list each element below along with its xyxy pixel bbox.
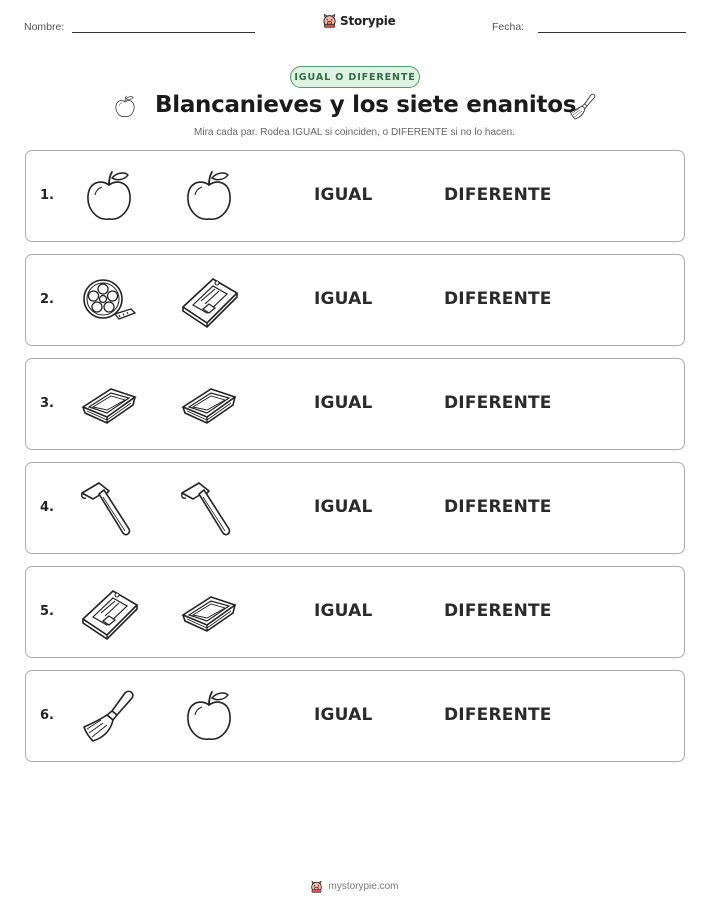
option-diferente[interactable]: DIFERENTE xyxy=(444,705,552,725)
tray-icon xyxy=(179,583,239,643)
option-diferente[interactable]: DIFERENTE xyxy=(444,393,552,413)
brush-icon xyxy=(79,687,139,747)
row-number: 2. xyxy=(40,292,54,307)
option-diferente[interactable]: DIFERENTE xyxy=(444,185,552,205)
page-title: Blancanieves y los siete enanitos xyxy=(155,92,577,118)
brand-name: Storypie xyxy=(340,13,396,28)
exercise-row-3 xyxy=(25,358,685,450)
option-diferente[interactable]: DIFERENTE xyxy=(444,289,552,309)
mousetrap-icon xyxy=(179,271,239,331)
option-igual[interactable]: IGUAL xyxy=(314,185,373,205)
option-igual[interactable]: IGUAL xyxy=(314,705,373,725)
option-igual[interactable]: IGUAL xyxy=(314,393,373,413)
footer xyxy=(0,880,709,893)
tray-icon xyxy=(179,375,239,435)
exercise-row-1 xyxy=(25,150,685,242)
apple-icon xyxy=(79,167,139,227)
row-number: 1. xyxy=(40,188,54,203)
pig-logo-icon xyxy=(322,13,337,28)
mousetrap-icon xyxy=(79,583,139,643)
name-line[interactable] xyxy=(72,32,255,33)
hammer-icon xyxy=(179,479,239,539)
row-number: 4. xyxy=(40,500,54,515)
option-igual[interactable]: IGUAL xyxy=(314,289,373,309)
exercise-row-6 xyxy=(25,670,685,762)
apple-icon xyxy=(112,93,138,121)
exercise-row-2 xyxy=(25,254,685,346)
apple-icon xyxy=(179,687,239,747)
film-reel-icon xyxy=(79,271,139,331)
exercise-list xyxy=(25,150,685,774)
tray-icon xyxy=(79,375,139,435)
apple-icon xyxy=(179,167,239,227)
date-label: Fecha: xyxy=(492,21,525,33)
exercise-row-5 xyxy=(25,566,685,658)
hammer-icon xyxy=(79,479,139,539)
category-badge: IGUAL O DIFERENTE xyxy=(290,66,420,88)
row-number: 5. xyxy=(40,604,54,619)
exercise-row-4 xyxy=(25,462,685,554)
date-line[interactable] xyxy=(538,32,686,33)
option-igual[interactable]: IGUAL xyxy=(314,497,373,517)
instructions: Mira cada par. Rodea IGUAL si coinciden, o DIFERENTE si no lo hacen. xyxy=(194,127,515,138)
name-label: Nombre: xyxy=(24,21,65,33)
title-row xyxy=(0,90,709,126)
option-igual[interactable]: IGUAL xyxy=(314,601,373,621)
option-diferente[interactable]: DIFERENTE xyxy=(444,601,552,621)
row-number: 6. xyxy=(40,708,54,723)
option-diferente[interactable]: DIFERENTE xyxy=(444,497,552,517)
pig-logo-icon xyxy=(310,880,323,893)
brand-logo xyxy=(322,13,396,28)
row-number: 3. xyxy=(40,396,54,411)
brush-icon xyxy=(568,91,598,123)
footer-url[interactable]: mystorypie.com xyxy=(328,881,399,892)
